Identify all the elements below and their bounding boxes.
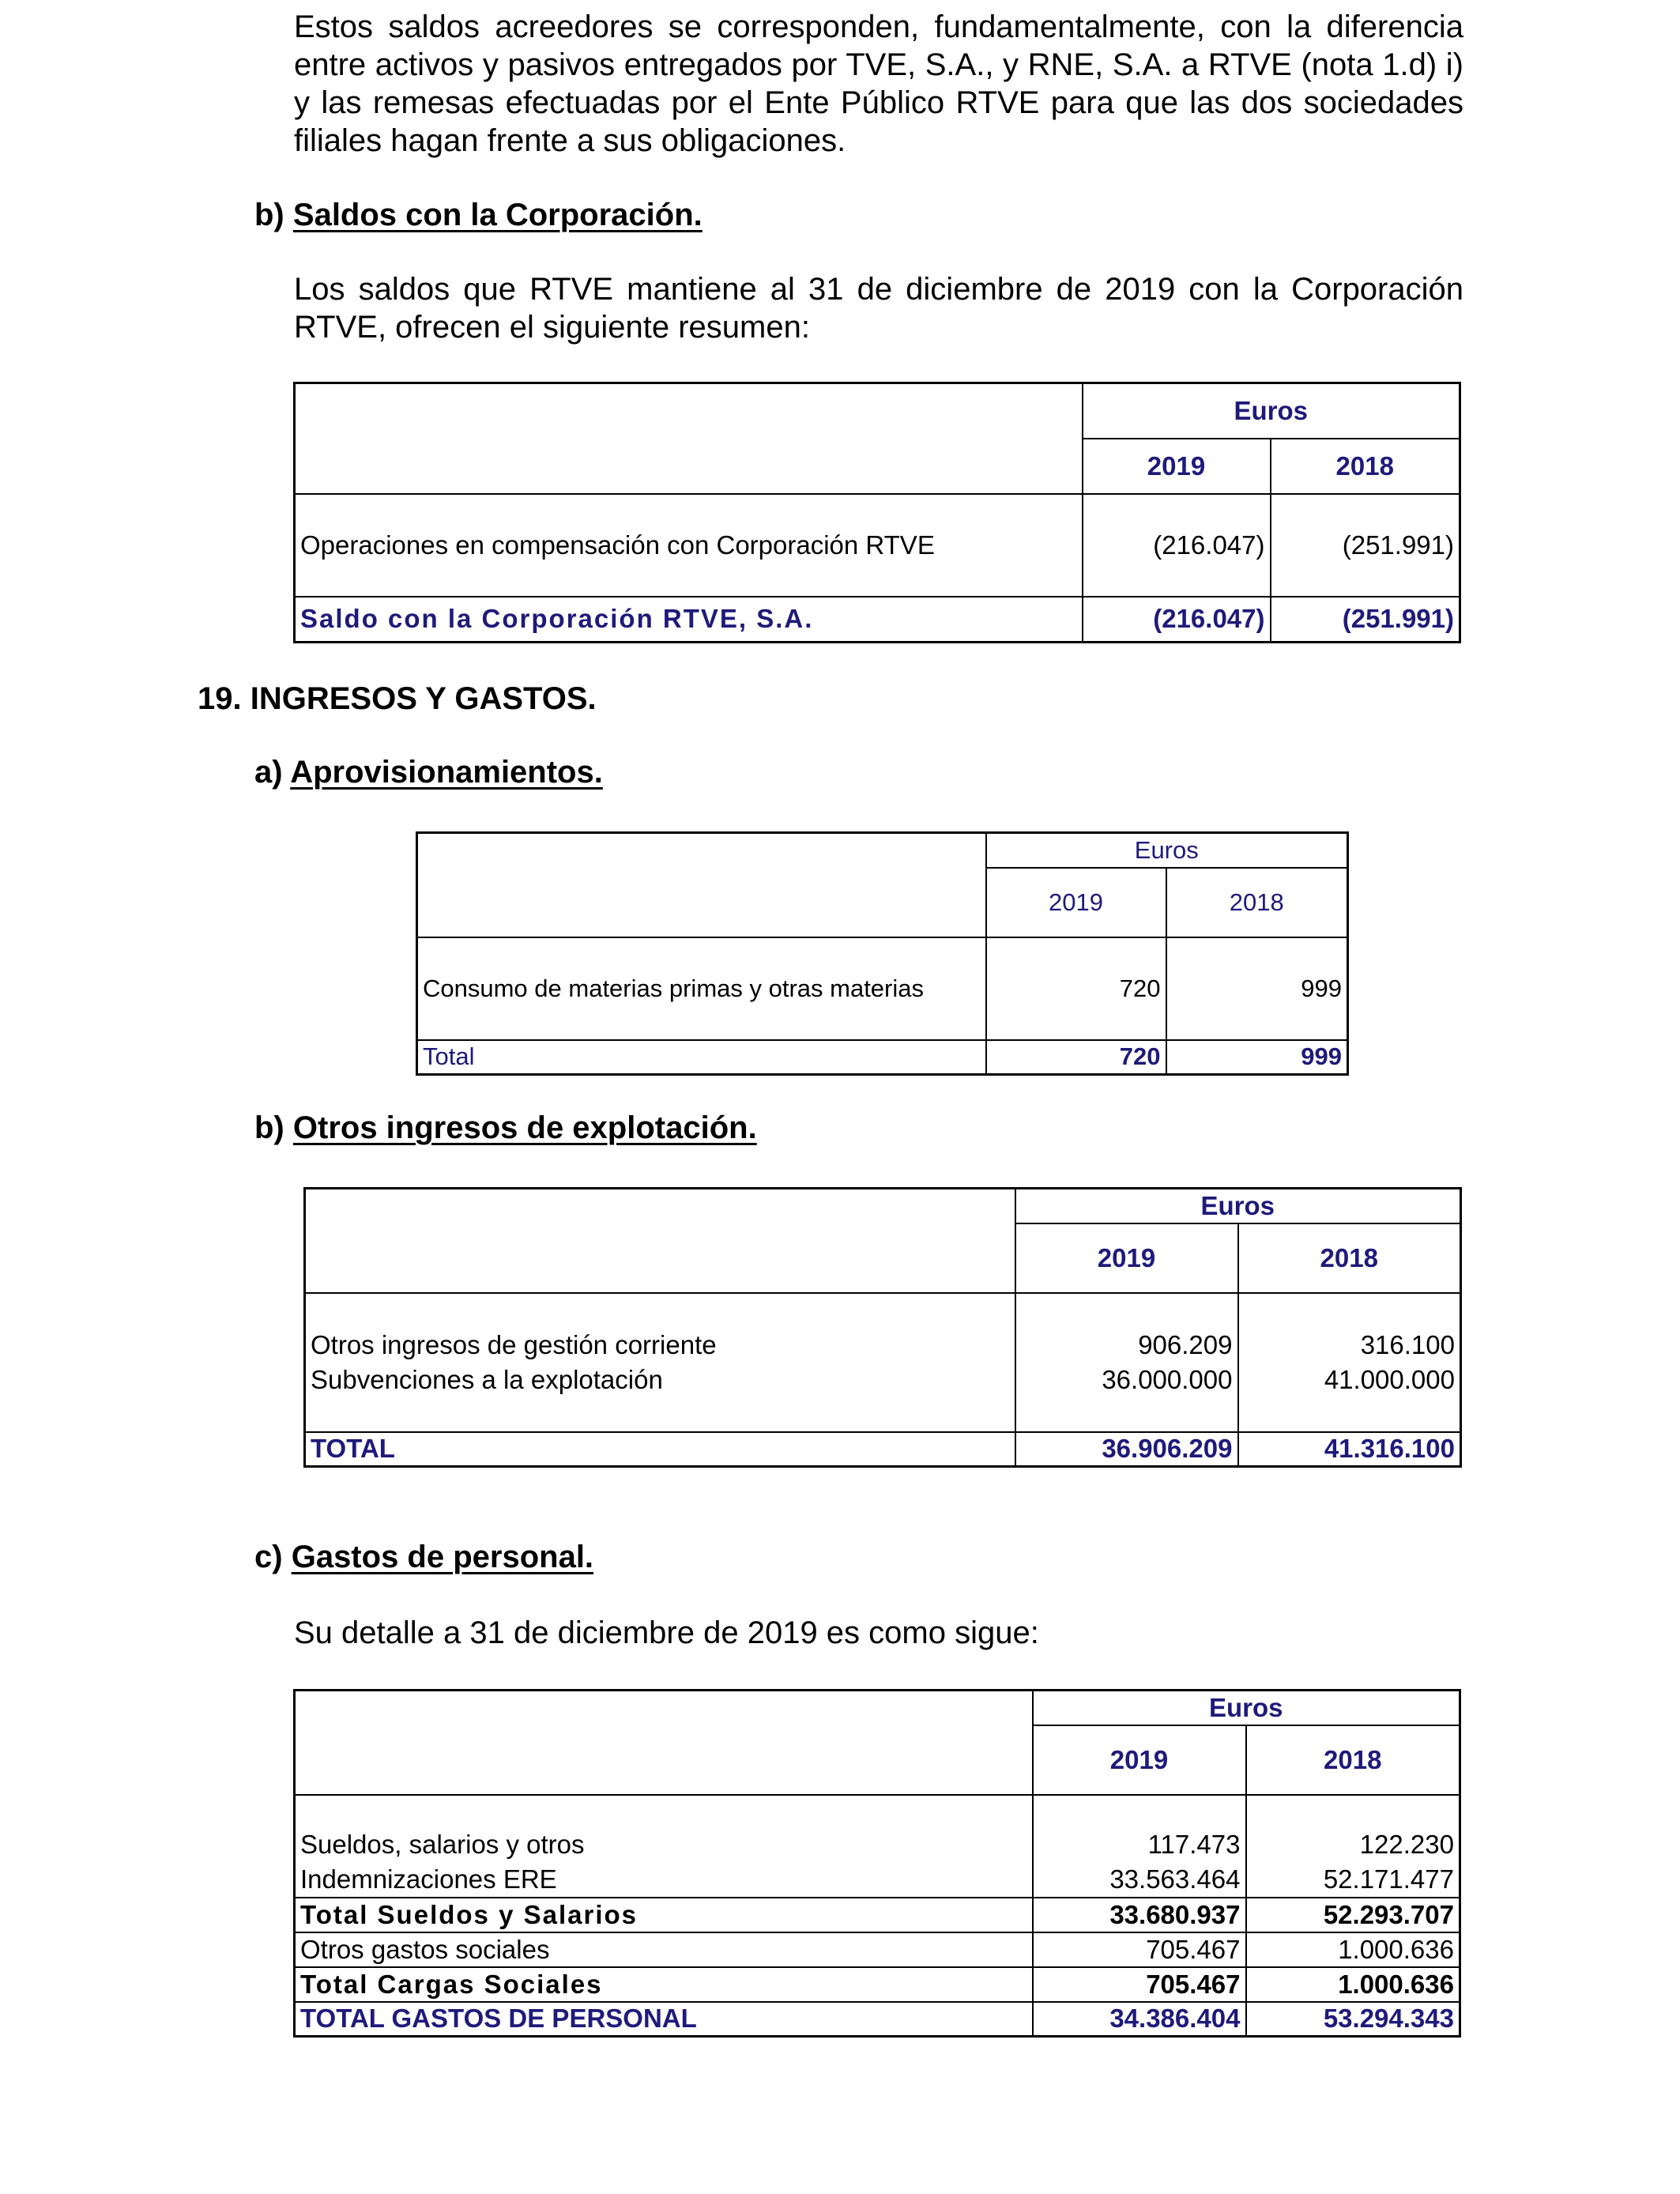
- table-corp-total-2018: (251.991): [1271, 597, 1460, 643]
- table-otros-total-2019: 36.906.209: [1015, 1432, 1238, 1467]
- table-personal-subtotal-2-row: [295, 1967, 1460, 2002]
- section-b-otros-heading: [254, 1110, 757, 1146]
- table-row: [295, 494, 1460, 597]
- table-otros-row-2-2018: 41.000.000: [1324, 1364, 1455, 1394]
- table-corp-total-row: [295, 597, 1460, 643]
- table-personal-row-2-2019: 33.563.464: [1109, 1864, 1241, 1894]
- table-personal-2019-values: [1033, 1795, 1246, 1898]
- table-otros-ingresos: [303, 1187, 1462, 1468]
- section-b-corp-heading: [254, 198, 703, 233]
- section-a-prefix: a): [254, 755, 283, 790]
- section-c-prefix: c): [254, 1540, 283, 1574]
- table-otros-row-1-2019: 906.209: [1138, 1329, 1233, 1359]
- table-aprov-empty-header: [417, 833, 986, 937]
- table-personal-col-2018: 2018: [1246, 1725, 1460, 1795]
- table-otros-col-2019: 2019: [1015, 1223, 1238, 1293]
- table-personal-col-2019: 2019: [1033, 1725, 1246, 1795]
- table-otros-row-1-label: Otros ingresos de gestión corriente: [311, 1329, 717, 1359]
- table-aprov-col-2018: 2018: [1166, 868, 1348, 937]
- section-b-corp-paragraph: Los saldos que RTVE mantiene al 31 de diciembre de 2019 con la Corporación RTVE, ofrecen el siguiente resumen:: [294, 272, 1463, 345]
- table-personal-subtotal-1-label: Total Sueldos y Salarios: [295, 1898, 1033, 1932]
- section-b-corp-title: Saldos con la Corporación.: [292, 198, 703, 232]
- table-personal-total-label: TOTAL GASTOS DE PERSONAL: [295, 2002, 1033, 2037]
- section-b-otros-title: Otros ingresos de explotación.: [292, 1110, 757, 1145]
- table-aprov-row-2019: 720: [986, 937, 1166, 1040]
- table-otros-col-2018: 2018: [1238, 1223, 1461, 1293]
- table-aprov-total-2018: 999: [1166, 1040, 1348, 1075]
- table-personal-subtotal-1-2019: 33.680.937: [1033, 1898, 1246, 1932]
- table-personal-subtotal-1-row: [295, 1898, 1460, 1932]
- table-personal-total-row: [295, 2002, 1460, 2037]
- table-personal-row-1-2019: 117.473: [1147, 1829, 1241, 1859]
- table-personal-total-2019: 34.386.404: [1033, 2002, 1246, 2037]
- section-a-heading: [254, 755, 603, 790]
- section-b-corp-prefix: b): [254, 198, 284, 232]
- table-personal-row-3-label: Otros gastos sociales: [295, 1932, 1033, 1967]
- table-corp-total-2019: (216.047): [1083, 597, 1271, 643]
- table-aprov-row-2018: 999: [1166, 937, 1348, 1040]
- table-personal-row-2-label: Indemnizaciones ERE: [300, 1864, 557, 1894]
- table-row: [305, 1293, 1461, 1432]
- table-corp-total-label: Saldo con la Corporación RTVE, S.A.: [295, 597, 1083, 643]
- section-c-title: Gastos de personal.: [291, 1540, 594, 1574]
- table-personal-subtotal-1-2018: 52.293.707: [1246, 1898, 1460, 1932]
- table-otros-row-2-label: Subvenciones a la explotación: [311, 1364, 663, 1394]
- section-b-otros-prefix: b): [254, 1110, 284, 1145]
- table-corp-row-label: Operaciones en compensación con Corporación RTVE: [295, 494, 1083, 597]
- table-personal-total-2018: 53.294.343: [1246, 2002, 1460, 2037]
- table-personal-empty-header: [295, 1691, 1033, 1795]
- intro-paragraph: Estos saldos acreedores se corresponden, fundamentalmente, con la diferencia entre activos y pasivos entregados por TVE, S.A., y RNE, S.A. a RTVE (nota 1.d) i) y las remesas efectuadas por el Ente Público RTVE para que las dos sociedades filiales hagan frente a sus obligaciones.: [294, 9, 1463, 158]
- table-aprov-total-label: Total: [417, 1040, 986, 1075]
- table-otros-2019-values: [1015, 1293, 1238, 1432]
- table-personal-row-3-2018: 1.000.636: [1246, 1932, 1460, 1967]
- table-gastos-personal: [293, 1689, 1461, 2038]
- table-aprov-euros-header: Euros: [986, 833, 1348, 868]
- section-a-title: Aprovisionamientos.: [290, 755, 603, 790]
- table-corp-col-2018: 2018: [1271, 439, 1460, 494]
- table-corp-row-2019: (216.047): [1083, 494, 1271, 597]
- section-19-heading: 19. INGRESOS Y GASTOS.: [198, 681, 597, 716]
- table-aprov-row-label: Consumo de materias primas y otras materias: [417, 937, 986, 1040]
- table-corp-col-2019: 2019: [1083, 439, 1271, 494]
- table-personal-row-1-label: Sueldos, salarios y otros: [300, 1829, 585, 1859]
- table-otros-empty-header: [305, 1189, 1015, 1293]
- table-aprovisionamientos: [416, 831, 1349, 1076]
- table-otros-total-label: TOTAL: [305, 1432, 1015, 1467]
- section-c-heading: [254, 1540, 593, 1575]
- table-row: [295, 1795, 1460, 1898]
- table-corp-euros-header: Euros: [1083, 383, 1460, 439]
- table-personal-euros-header: Euros: [1033, 1691, 1460, 1725]
- table-aprov-total-2019: 720: [986, 1040, 1166, 1075]
- table-otros-row-labels: [305, 1293, 1015, 1432]
- table-personal-row-1-2018: 122.230: [1359, 1829, 1454, 1859]
- table-otros-row-2-2019: 36.000.000: [1102, 1364, 1233, 1394]
- table-corporacion: [293, 382, 1461, 643]
- table-personal-2018-values: [1246, 1795, 1460, 1898]
- table-aprov-col-2019: 2019: [986, 868, 1166, 937]
- table-personal-subtotal-2-label: Total Cargas Sociales: [295, 1967, 1033, 2002]
- table-corp-row-2018: (251.991): [1271, 494, 1460, 597]
- table-row: [417, 937, 1348, 1040]
- table-personal-subtotal-2-2019: 705.467: [1033, 1967, 1246, 2002]
- section-c-paragraph: Su detalle a 31 de diciembre de 2019 es como sigue:: [294, 1615, 1039, 1650]
- table-row: [295, 1932, 1460, 1967]
- table-otros-total-row: [305, 1432, 1461, 1467]
- table-otros-euros-header: Euros: [1015, 1189, 1461, 1223]
- table-personal-row-3-2019: 705.467: [1033, 1932, 1246, 1967]
- table-personal-row-2-2018: 52.171.477: [1323, 1864, 1454, 1894]
- table-personal-row-labels: [295, 1795, 1033, 1898]
- table-personal-subtotal-2-2018: 1.000.636: [1246, 1967, 1460, 2002]
- table-otros-2018-values: [1238, 1293, 1461, 1432]
- table-otros-row-1-2018: 316.100: [1360, 1329, 1455, 1359]
- table-corp-empty-header: [295, 383, 1083, 494]
- table-otros-total-2018: 41.316.100: [1238, 1432, 1461, 1467]
- table-aprov-total-row: [417, 1040, 1348, 1075]
